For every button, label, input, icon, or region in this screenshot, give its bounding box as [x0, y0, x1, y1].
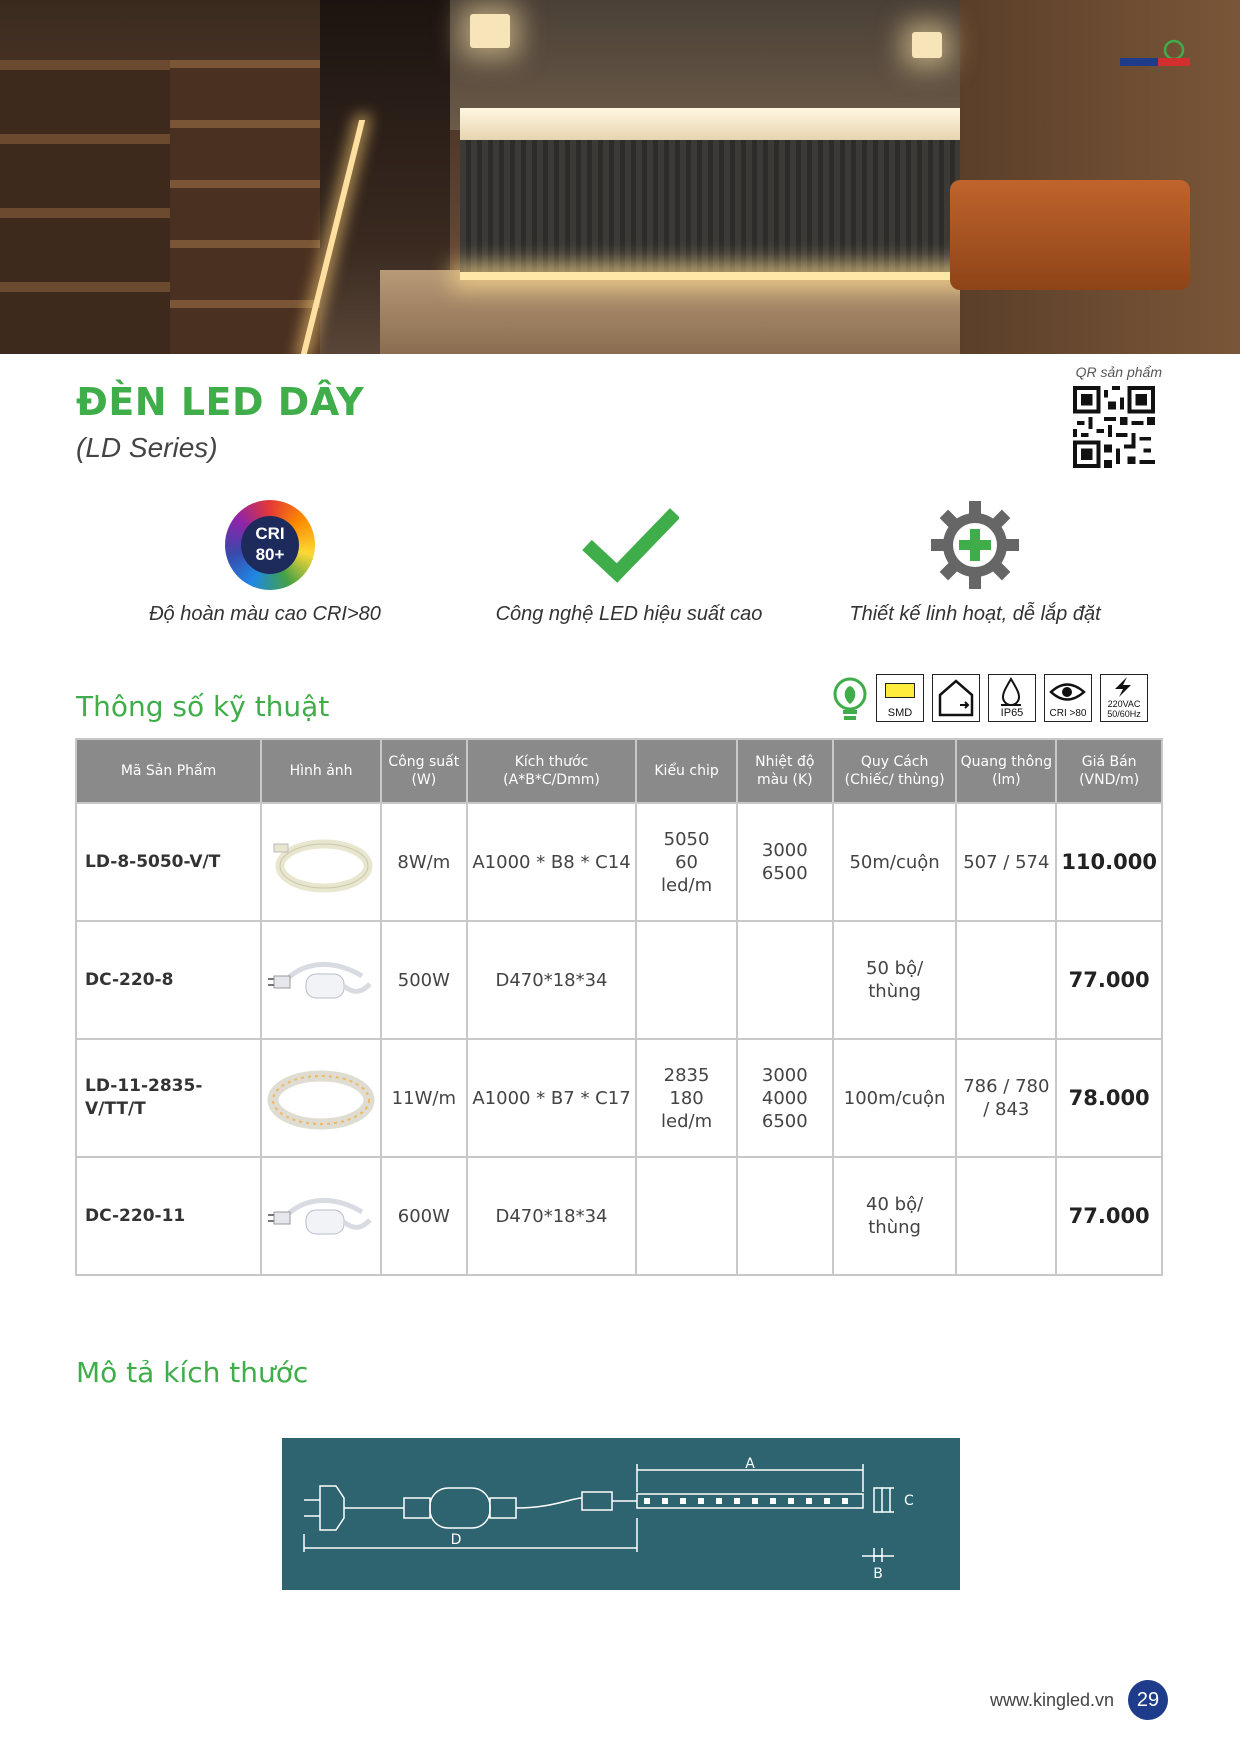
product-code: DC-220-8 — [76, 921, 261, 1039]
header-power: Công suất (W) — [381, 739, 467, 803]
led-strip-coil-image — [266, 822, 376, 902]
pack-value: 40 bộ/ thùng — [833, 1157, 956, 1275]
power-value: 8W/m — [381, 803, 467, 921]
header-cct: Nhiệt độ màu (K) — [737, 739, 833, 803]
page-number: 29 — [1128, 1680, 1168, 1720]
power-value: 600W — [381, 1157, 467, 1275]
spec-icon-row — [832, 672, 1148, 722]
product-image — [261, 921, 381, 1039]
product-image — [261, 1039, 381, 1157]
wood-panel — [960, 0, 1240, 354]
chip-value: 5050 60 led/m — [636, 803, 736, 921]
spec-table — [75, 738, 1163, 1276]
feature-efficiency — [464, 495, 794, 626]
page-subtitle: (LD Series) — [76, 432, 218, 463]
size-value: D470*18*34 — [467, 921, 637, 1039]
size-value: A1000 * B8 * C14 — [467, 803, 637, 921]
chip-value — [636, 1157, 736, 1275]
hero-photo — [0, 0, 1240, 354]
feature-label: Công nghệ LED hiệu suất cao — [495, 603, 763, 625]
dim-label-d: D — [450, 1532, 462, 1548]
lumen-value — [956, 1157, 1056, 1275]
lumen-value: 786 / 780 / 843 — [956, 1039, 1056, 1157]
page-title: ĐÈN LED DÂY — [76, 380, 365, 424]
sofa — [950, 180, 1190, 290]
price-value: 77.000 — [1056, 921, 1162, 1039]
size-value: D470*18*34 — [467, 1157, 637, 1275]
product-code: DC-220-11 — [76, 1157, 261, 1275]
dim-label-c: C — [904, 1493, 914, 1509]
header-lumen: Quang thông (lm) — [956, 739, 1056, 803]
feature-label: Độ hoàn màu cao CRI>80 — [149, 603, 381, 625]
feature-cri — [100, 495, 430, 626]
header-chip: Kiểu chip — [636, 739, 736, 803]
smd-icon: SMD — [876, 674, 924, 722]
pack-value: 100m/cuộn — [833, 1039, 956, 1157]
product-image — [261, 803, 381, 921]
chip-value: 2835 180 led/m — [636, 1039, 736, 1157]
cri-eye-icon: CRI >80 — [1044, 674, 1092, 722]
lumen-value: 507 / 574 — [956, 803, 1056, 921]
header-pack: Quy Cách (Chiếc/ thùng) — [833, 739, 956, 803]
power-value: 11W/m — [381, 1039, 467, 1157]
dim-label-a: A — [745, 1456, 755, 1472]
specs-section-title: Thông số kỹ thuật — [76, 690, 330, 723]
led-strip-coil-image — [266, 1058, 376, 1138]
header-price: Giá Bán (VND/m) — [1056, 739, 1162, 803]
table-lamp — [470, 14, 510, 48]
chip-value — [636, 921, 736, 1039]
size-value: A1000 * B7 * C17 — [467, 1039, 637, 1157]
cct-value — [737, 1157, 833, 1275]
header-image: Hình ảnh — [261, 739, 381, 803]
ip65-icon: IP65 — [988, 674, 1036, 722]
checkmark-icon — [579, 495, 679, 595]
counter-top — [460, 108, 960, 140]
pack-value: 50m/cuộn — [833, 803, 956, 921]
price-value: 77.000 — [1056, 1157, 1162, 1275]
product-code: LD-11-2835-V/TT/T — [76, 1039, 261, 1157]
price-value: 110.000 — [1056, 803, 1162, 921]
power-value: 500W — [381, 921, 467, 1039]
dimension-section-title: Mô tả kích thước — [76, 1356, 309, 1389]
table-header-row — [76, 739, 1162, 803]
header-size: Kích thước (A*B*C/Dmm) — [467, 739, 637, 803]
product-code: LD-8-5050-V/T — [76, 803, 261, 921]
counter-led-light — [460, 272, 980, 280]
cct-value: 3000 4000 6500 — [737, 1039, 833, 1157]
display-shelf — [170, 60, 320, 354]
table-row — [76, 803, 1162, 921]
indoor-house-icon — [932, 674, 980, 722]
feature-flexible — [810, 495, 1140, 626]
gear-plus-icon — [925, 495, 1025, 595]
header-code: Mã Sản Phẩm — [76, 739, 261, 803]
table-row — [76, 1157, 1162, 1275]
cct-value: 3000 6500 — [737, 803, 833, 921]
eco-bulb-icon — [832, 676, 868, 722]
table-row — [76, 921, 1162, 1039]
driver-plug-image — [266, 940, 376, 1020]
pack-value: 50 bộ/ thùng — [833, 921, 956, 1039]
lumen-value — [956, 921, 1056, 1039]
table-lamp — [912, 32, 942, 58]
website-link[interactable]: www.kingled.vn — [990, 1690, 1115, 1710]
kingled-logo — [1118, 38, 1198, 74]
bookshelf — [0, 60, 170, 354]
cct-value — [737, 921, 833, 1039]
table-row — [76, 1039, 1162, 1157]
voltage-icon: 220VAC 50/60Hz — [1100, 674, 1148, 722]
dimension-diagram — [282, 1438, 960, 1590]
qr-code[interactable] — [1073, 386, 1155, 468]
cri-badge-icon: CRI 80+ — [225, 500, 315, 590]
dim-label-b: B — [873, 1566, 883, 1582]
qr-label: QR sản phẩm — [1075, 364, 1162, 380]
price-value: 78.000 — [1056, 1039, 1162, 1157]
driver-plug-image — [266, 1176, 376, 1256]
feature-label: Thiết kế linh hoạt, dễ lắp đặt — [849, 603, 1101, 625]
product-image — [261, 1157, 381, 1275]
